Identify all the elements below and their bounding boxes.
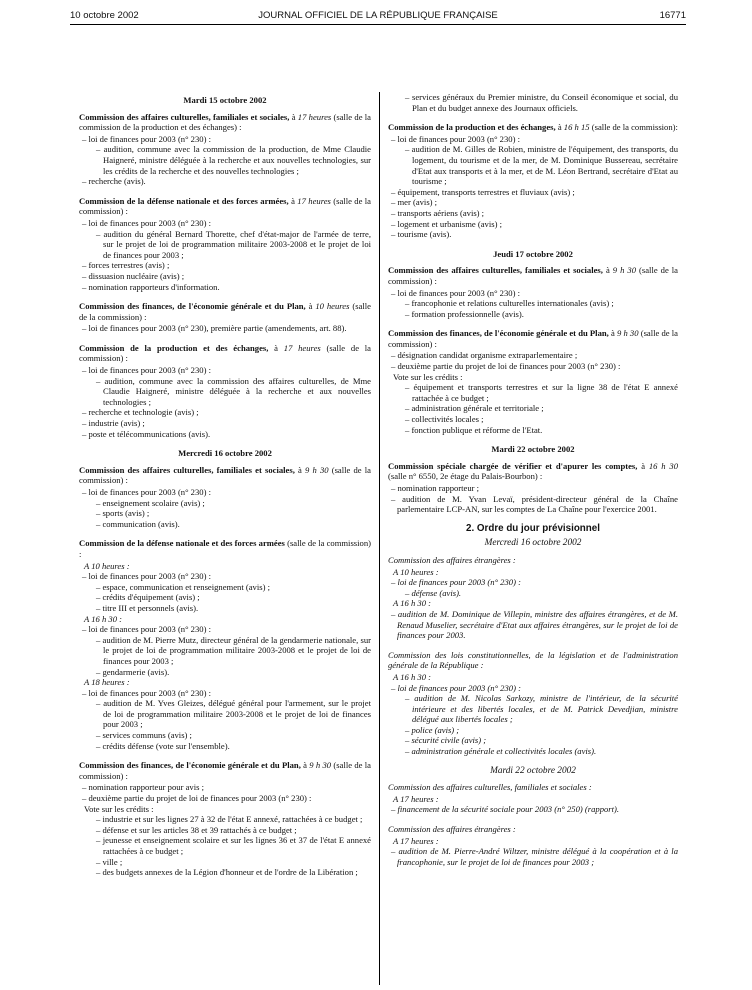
committee-title: Commission de la défense nationale et des forces armées (salle de la commission) : <box>79 538 371 559</box>
agenda-subitem: – jeunesse et enseignement scolaire et sur les lignes 36 et 37 de l'état E annexé rattachées à ce budget ; <box>96 835 371 856</box>
agenda-item: – recherche et technologie (avis) ; <box>82 407 199 418</box>
agenda-subitem: – audition, commune avec la commission des affaires culturelles, de Mme Claudie Haigneré, ministre déléguée à la recherche et aux nouvelles technologies ; <box>96 375 371 407</box>
agenda-subitem: – audition de M. Nicolas Sarkozy, ministre de l'intérieur, de la sécurité intérieure et des libertés locales, et de M. Patrick Devedjian, ministre délégué aux libertés locales ; <box>405 693 678 725</box>
agenda-subitem: – défense et sur les articles 38 et 39 rattachés à ce budget ; <box>96 824 297 835</box>
agenda-item: – dissuasion nucléaire (avis) ; <box>82 270 185 281</box>
day-heading: Mercredi 16 octobre 2002 <box>484 538 582 549</box>
vote-heading: Vote sur les crédits : <box>393 371 463 382</box>
agenda-subitem: – industrie et sur les lignes 27 à 32 de l'état E annexé, rattachées à ce budget ; <box>96 814 363 825</box>
agenda-item: – loi de finances pour 2003 (n° 230) : <box>391 682 521 693</box>
time-slot: A 18 heures : <box>84 677 130 688</box>
time-slot: A 16 h 30 : <box>84 613 123 624</box>
agenda-item: – loi de finances pour 2003 (n° 230) : <box>82 624 211 635</box>
agenda-subitem: – collectivités locales ; <box>405 414 484 425</box>
committee-title: Commission des affaires étrangères : <box>388 554 516 565</box>
agenda-item: – transports aériens (avis) ; <box>391 207 485 218</box>
agenda-subitem: – enseignement scolaire (avis) ; <box>96 497 205 508</box>
agenda-subitem: – crédits défense (vote sur l'ensemble). <box>96 740 230 751</box>
agenda-item: – désignation candidat organisme extraparlementaire ; <box>391 350 578 361</box>
committee-title: Commission des affaires culturelles, familiales et sociales : <box>388 782 592 793</box>
agenda-item: – logement et urbanisme (avis) ; <box>391 218 502 229</box>
time-slot: A 16 h 30 : <box>393 598 432 609</box>
agenda-item: – loi de finances pour 2003 (n° 230) : <box>82 687 211 698</box>
committee-title: Commission des affaires culturelles, familiales et sociales, à 17 heures (salle de la commission de la production et des échanges) : <box>79 111 371 133</box>
committee-title: Commission des affaires étrangères : <box>388 824 516 835</box>
page-header <box>70 10 686 25</box>
committee-block <box>79 465 371 530</box>
time-slot: A 16 h 30 : <box>393 671 432 682</box>
committee-title: Commission de la production et des échanges, à 16 h 15 (salle de la commission): <box>388 122 678 133</box>
agenda-item: – loi de finances pour 2003 (n° 230) : <box>82 571 211 582</box>
agenda-subitem: – services communs (avis) ; <box>96 730 192 741</box>
committee-block <box>79 112 371 187</box>
committee-block <box>388 461 678 515</box>
agenda-subitem: – défense (avis). <box>405 587 462 598</box>
agenda-subitem: – équipement et transports terrestres et sur la ligne 38 de l'état E annexé rattachée à ce budget ; <box>405 382 678 403</box>
agenda-subitem: – audition, commune avec la commission de la production, de Mme Claudie Haigneré, ministre déléguée à la recherche et aux nouvelles technologies, sur les crédits de la recherche et des nouvelles technologies ; <box>96 144 371 176</box>
agenda-subitem: – ville ; <box>96 856 123 867</box>
agenda-item: – nomination rapporteur pour avis ; <box>82 782 204 793</box>
agenda-item: – financement de la sécurité sociale pour 2003 (n° 250) (rapport). <box>391 804 620 815</box>
agenda-item: – forces terrestres (avis) ; <box>82 260 170 271</box>
agenda-item: – deuxième partie du projet de loi de finances pour 2003 (n° 230) : <box>391 361 621 372</box>
header-title: JOURNAL OFFICIEL DE LA RÉPUBLIQUE FRANÇAISE <box>258 10 498 21</box>
agenda-subitem: – administration générale et territoriale ; <box>405 403 544 414</box>
agenda-item: – loi de finances pour 2003 (n° 230), première partie (amendements, art. 88). <box>82 323 347 334</box>
agenda-item: – loi de finances pour 2003 (n° 230) : <box>82 217 211 228</box>
agenda-subitem: – francophonie et relations culturelles internationales (avis) ; <box>405 298 614 309</box>
left-column <box>79 95 371 887</box>
committee-block <box>388 650 678 757</box>
agenda-subitem: – espace, communication et renseignement (avis) ; <box>96 581 270 592</box>
agenda-item: – tourisme (avis). <box>391 229 452 240</box>
agenda-subitem: – gendarmerie (avis). <box>96 666 170 677</box>
agenda-subitem: – audition de M. Pierre Mutz, directeur général de la gendarmerie nationale, sur le projet de loi de programmation militaire 2003-2008 et le projet de loi de finances pour 2003 ; <box>96 634 371 666</box>
agenda-subitem: – communication (avis). <box>96 518 180 529</box>
committee-title: Commission de la défense nationale et des forces armées, à 17 heures (salle de la commission) : <box>79 195 371 217</box>
day-heading: Jeudi 17 octobre 2002 <box>493 248 573 259</box>
header-date: 10 octobre 2002 <box>70 10 139 21</box>
committee-title: Commission des affaires culturelles, familiales et sociales, à 9 h 30 (salle de la commission) : <box>79 464 371 486</box>
committee-title: Commission des finances, de l'économie générale et du Plan, à 10 heures (salle de la commission) : <box>79 301 371 322</box>
agenda-subitem: – administration générale et collectivités locales (avis). <box>405 746 597 757</box>
agenda-item: – audition de M. Yvan Levaï, président-directeur général de la Chaîne parlementaire LCP-AN, sur les comptes de La Chaîne pour l'exercice 2001. <box>391 493 678 515</box>
time-slot: A 17 heures : <box>393 793 439 804</box>
agenda-item: – industrie (avis) ; <box>82 418 145 429</box>
agenda-subitem: – audition de M. Yves Gleizes, délégué général pour l'armement, sur le projet de loi de programmation militaire 2003-2008 et le projet de loi de finances pour 2003 ; <box>96 698 371 730</box>
time-slot: A 10 heures : <box>84 560 130 571</box>
agenda-item: – mer (avis) ; <box>391 197 438 208</box>
right-column <box>388 92 678 876</box>
day-heading: Mardi 15 octobre 2002 <box>183 95 267 105</box>
agenda-subitem: – services généraux du Premier ministre, du Conseil économique et social, du Plan et du budget annexe des Journaux officiels. <box>405 92 678 113</box>
agenda-item: – recherche (avis). <box>82 176 146 187</box>
committee-block <box>388 824 678 867</box>
vote-heading: Vote sur les crédits : <box>84 803 154 814</box>
agenda-item: – poste et télécommunications (avis). <box>82 428 211 439</box>
committee-block <box>79 343 371 439</box>
section-heading: 2. Ordre du jour prévisionnel <box>466 522 600 534</box>
agenda-subitem: – titre III et personnels (avis). <box>96 602 199 613</box>
agenda-item: – loi de finances pour 2003 (n° 230) : <box>82 133 211 144</box>
agenda-subitem: – audition du général Bernard Thorette, chef d'état-major de l'armée de terre, sur le projet de loi de programmation militaire 2003-2008 et le projet de loi de finances pour 2003 ; <box>96 228 371 260</box>
committee-block <box>79 196 371 292</box>
committee-block <box>79 760 371 878</box>
agenda-subitem: – formation professionnelle (avis). <box>405 308 524 319</box>
agenda-item: – nomination rapporteurs d'information. <box>82 281 220 292</box>
committee-block <box>388 328 678 435</box>
agenda-item: – audition de M. Pierre-André Wiltzer, ministre délégué à la coopération et à la francophonie, sur le projet de loi de finances pour 2003 ; <box>391 846 678 867</box>
committee-title: Commission des finances, de l'économie générale et du Plan, à 9 h 30 (salle de la commission) : <box>388 328 678 349</box>
committee-title: Commission des finances, de l'économie générale et du Plan, à 9 h 30 (salle de la commission) : <box>79 760 371 781</box>
day-heading: Mercredi 16 octobre 2002 <box>178 448 272 459</box>
committee-title: Commission des lois constitutionnelles, de la législation et de l'administration générale de la République : <box>388 649 678 671</box>
committee-block <box>388 265 678 319</box>
agenda-subitem: – sécurité civile (avis) ; <box>405 735 487 746</box>
time-slot: A 17 heures : <box>393 835 439 846</box>
agenda-subitem: – audition de M. Gilles de Robien, ministre de l'équipement, des transports, du logement, du tourisme et de la mer, de M. Dominique Bussereau, secrétaire d'Etat aux transports et à la mer, et de M. Léon Bertrand, secrétaire d'Etat au tourisme ; <box>405 144 678 187</box>
committee-title: Commission spéciale chargée de vérifier et d'apurer les comptes, à 16 h 30 (salle n° 6550, 2e étage du Palais-Bourbon) : <box>388 460 678 482</box>
agenda-subitem: – fonction publique et réforme de l'Etat. <box>405 424 543 435</box>
agenda-subitem: – crédits d'équipement (avis) ; <box>96 592 200 603</box>
header-page-number: 16771 <box>659 10 686 21</box>
day-heading: Mardi 22 octobre 2002 <box>491 444 575 455</box>
committee-block <box>79 538 371 751</box>
committee-title: Commission de la production et des échanges, à 17 heures (salle de la commission) : <box>79 342 371 364</box>
agenda-subitem: – police (avis) ; <box>405 724 460 735</box>
agenda-item: – loi de finances pour 2003 (n° 230) : <box>391 287 520 298</box>
agenda-item: – nomination rapporteur ; <box>391 483 480 493</box>
committee-block <box>388 122 678 240</box>
agenda-subitem: – sports (avis) ; <box>96 508 150 519</box>
agenda-item: – loi de finances pour 2003 (n° 230) : <box>391 133 520 144</box>
agenda-item: – audition de M. Dominique de Villepin, ministre des affaires étrangères, et de M. Renaud Muselier, secrétaire d'Etat aux affaires étrangères, sur le projet de loi de finances pour 2003. <box>391 608 678 641</box>
agenda-item: – deuxième partie du projet de loi de finances pour 2003 (n° 230) : <box>82 793 312 804</box>
committee-block <box>79 301 371 334</box>
committee-block <box>388 92 678 113</box>
agenda-item: – loi de finances pour 2003 (n° 230) : <box>391 577 521 588</box>
committee-title: Commission des affaires culturelles, familiales et sociales, à 9 h 30 (salle de la commission) : <box>388 265 678 286</box>
agenda-item: – équipement, transports terrestres et fluviaux (avis) ; <box>391 186 575 197</box>
time-slot: A 10 heures : <box>393 566 439 577</box>
agenda-item: – loi de finances pour 2003 (n° 230) : <box>82 487 211 497</box>
committee-block <box>388 555 678 641</box>
committee-block <box>388 782 678 815</box>
column-separator <box>379 92 380 985</box>
agenda-item: – loi de finances pour 2003 (n° 230) : <box>82 365 211 376</box>
agenda-subitem: – des budgets annexes de la Légion d'honneur et de l'ordre de la Libération ; <box>96 867 358 878</box>
day-heading: Mardi 22 octobre 2002 <box>490 765 576 776</box>
